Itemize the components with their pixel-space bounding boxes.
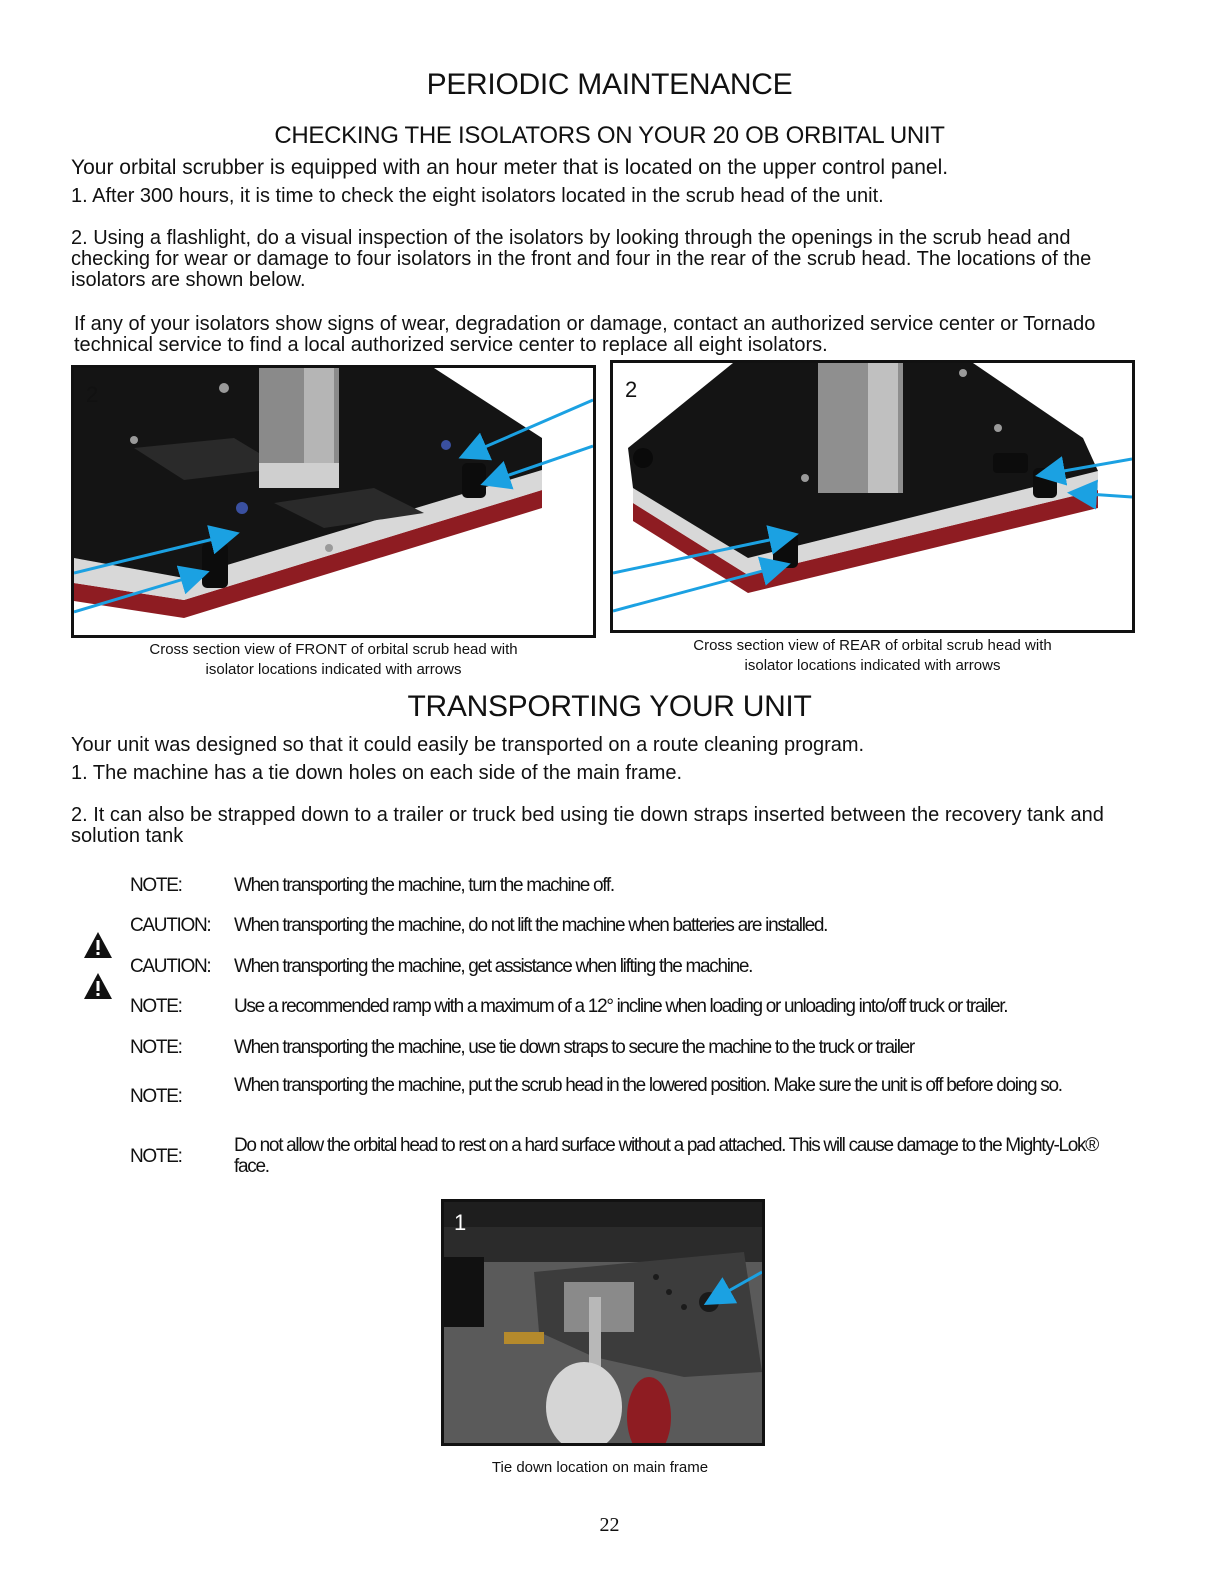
- figure-number: 2: [625, 377, 638, 402]
- isolators-warning: If any of your isolators show signs of wear, degradation or damage, contact an authorized service center or Tornado technical service to find a local authorized service center to replace all eight isolators.: [74, 313, 1096, 356]
- arrow-isolator: [74, 573, 204, 612]
- caption-line: isolator locations indicated with arrows: [205, 661, 462, 678]
- note-label: NOTE:: [130, 1037, 182, 1058]
- note-label: NOTE:: [130, 1146, 182, 1167]
- note-text: When transporting the machine, put the scrub head in the lowered position. Make sure the unit is off before doing so.: [234, 1075, 1062, 1096]
- figure-rear-caption: [610, 636, 1135, 676]
- page-number: 22: [599, 1514, 620, 1536]
- arrow-isolator: [464, 400, 593, 456]
- warning-triangle-icon: [83, 931, 113, 959]
- front-arrows-overlay: [74, 368, 593, 635]
- rear-arrows-overlay: [613, 363, 1132, 630]
- caution-text: When transporting the machine, do not lift the machine when batteries are installed.: [234, 915, 828, 936]
- section-title-transport: TRANSPORTING YOUR UNIT: [407, 690, 812, 723]
- note-text: When transporting the machine, turn the machine off.: [234, 875, 614, 896]
- transport-step-2: 2. It can also be strapped down to a trailer or truck bed using tie down straps inserted between the recovery tank and solution tank: [71, 804, 1104, 847]
- transport-step-1: 1. The machine has a tie down holes on each side of the main frame.: [71, 762, 683, 784]
- caption-line: isolator locations indicated with arrows: [744, 657, 1001, 674]
- figure-tie-down: [441, 1199, 765, 1446]
- note-text: Do not allow the orbital head to rest on a hard surface without a pad attached. This will cause damage to the Mighty-Lok® face.: [234, 1135, 1098, 1177]
- figure-tie-down-caption: Tie down location on main frame: [491, 1459, 709, 1476]
- note-text: When transporting the machine, use tie down straps to secure the machine to the truck or trailer: [234, 1037, 914, 1058]
- caption-line: Cross section view of FRONT of orbital scrub head with: [149, 641, 518, 658]
- arrow-tie-down: [709, 1272, 762, 1302]
- caution-text: When transporting the machine, get assistance when lifting the machine.: [234, 956, 753, 977]
- transport-intro: Your unit was designed so that it could easily be transported on a route cleaning program.: [71, 734, 865, 756]
- arrow-isolator: [1041, 459, 1132, 475]
- isolators-intro: Your orbital scrubber is equipped with an hour meter that is located on the upper control panel.: [71, 156, 949, 179]
- note-label: NOTE:: [130, 875, 182, 896]
- figure-front-caption: [71, 640, 596, 680]
- note-label: NOTE:: [130, 996, 182, 1017]
- arrow-isolator: [1073, 493, 1132, 497]
- section-title-isolators: CHECKING THE ISOLATORS ON YOUR 20 OB ORBITAL UNIT: [274, 122, 945, 149]
- note-text: Use a recommended ramp with a maximum of a 12° incline when loading or unloading into/off truck or trailer.: [234, 996, 1008, 1017]
- page-title: PERIODIC MAINTENANCE: [426, 68, 793, 101]
- arrow-isolator: [613, 565, 785, 611]
- figure-rear-cross-section: [610, 360, 1135, 633]
- figure-number: 1: [454, 1210, 467, 1235]
- caption-line: Cross section view of REAR of orbital scrub head with: [693, 637, 1052, 654]
- warning-triangle-icon: [83, 972, 113, 1000]
- figure-front-cross-section: [71, 365, 596, 638]
- figure-number: 2: [86, 382, 99, 407]
- arrow-isolator: [613, 535, 793, 573]
- tie-down-arrow-overlay: [444, 1202, 762, 1443]
- caution-label: CAUTION:: [130, 915, 211, 936]
- isolators-step-2: 2. Using a flashlight, do a visual inspection of the isolators by looking through the openings in the scrub head and checking for wear or damage to four isolators in the front and four in the rear of the scrub head. The locations of the isolators are shown below.: [71, 227, 1092, 291]
- caution-label: CAUTION:: [130, 956, 211, 977]
- note-label: NOTE:: [130, 1086, 182, 1107]
- arrow-isolator: [74, 534, 234, 573]
- isolators-step-1: 1. After 300 hours, it is time to check the eight isolators located in the scrub head of the unit.: [71, 185, 884, 207]
- arrow-isolator: [486, 446, 593, 483]
